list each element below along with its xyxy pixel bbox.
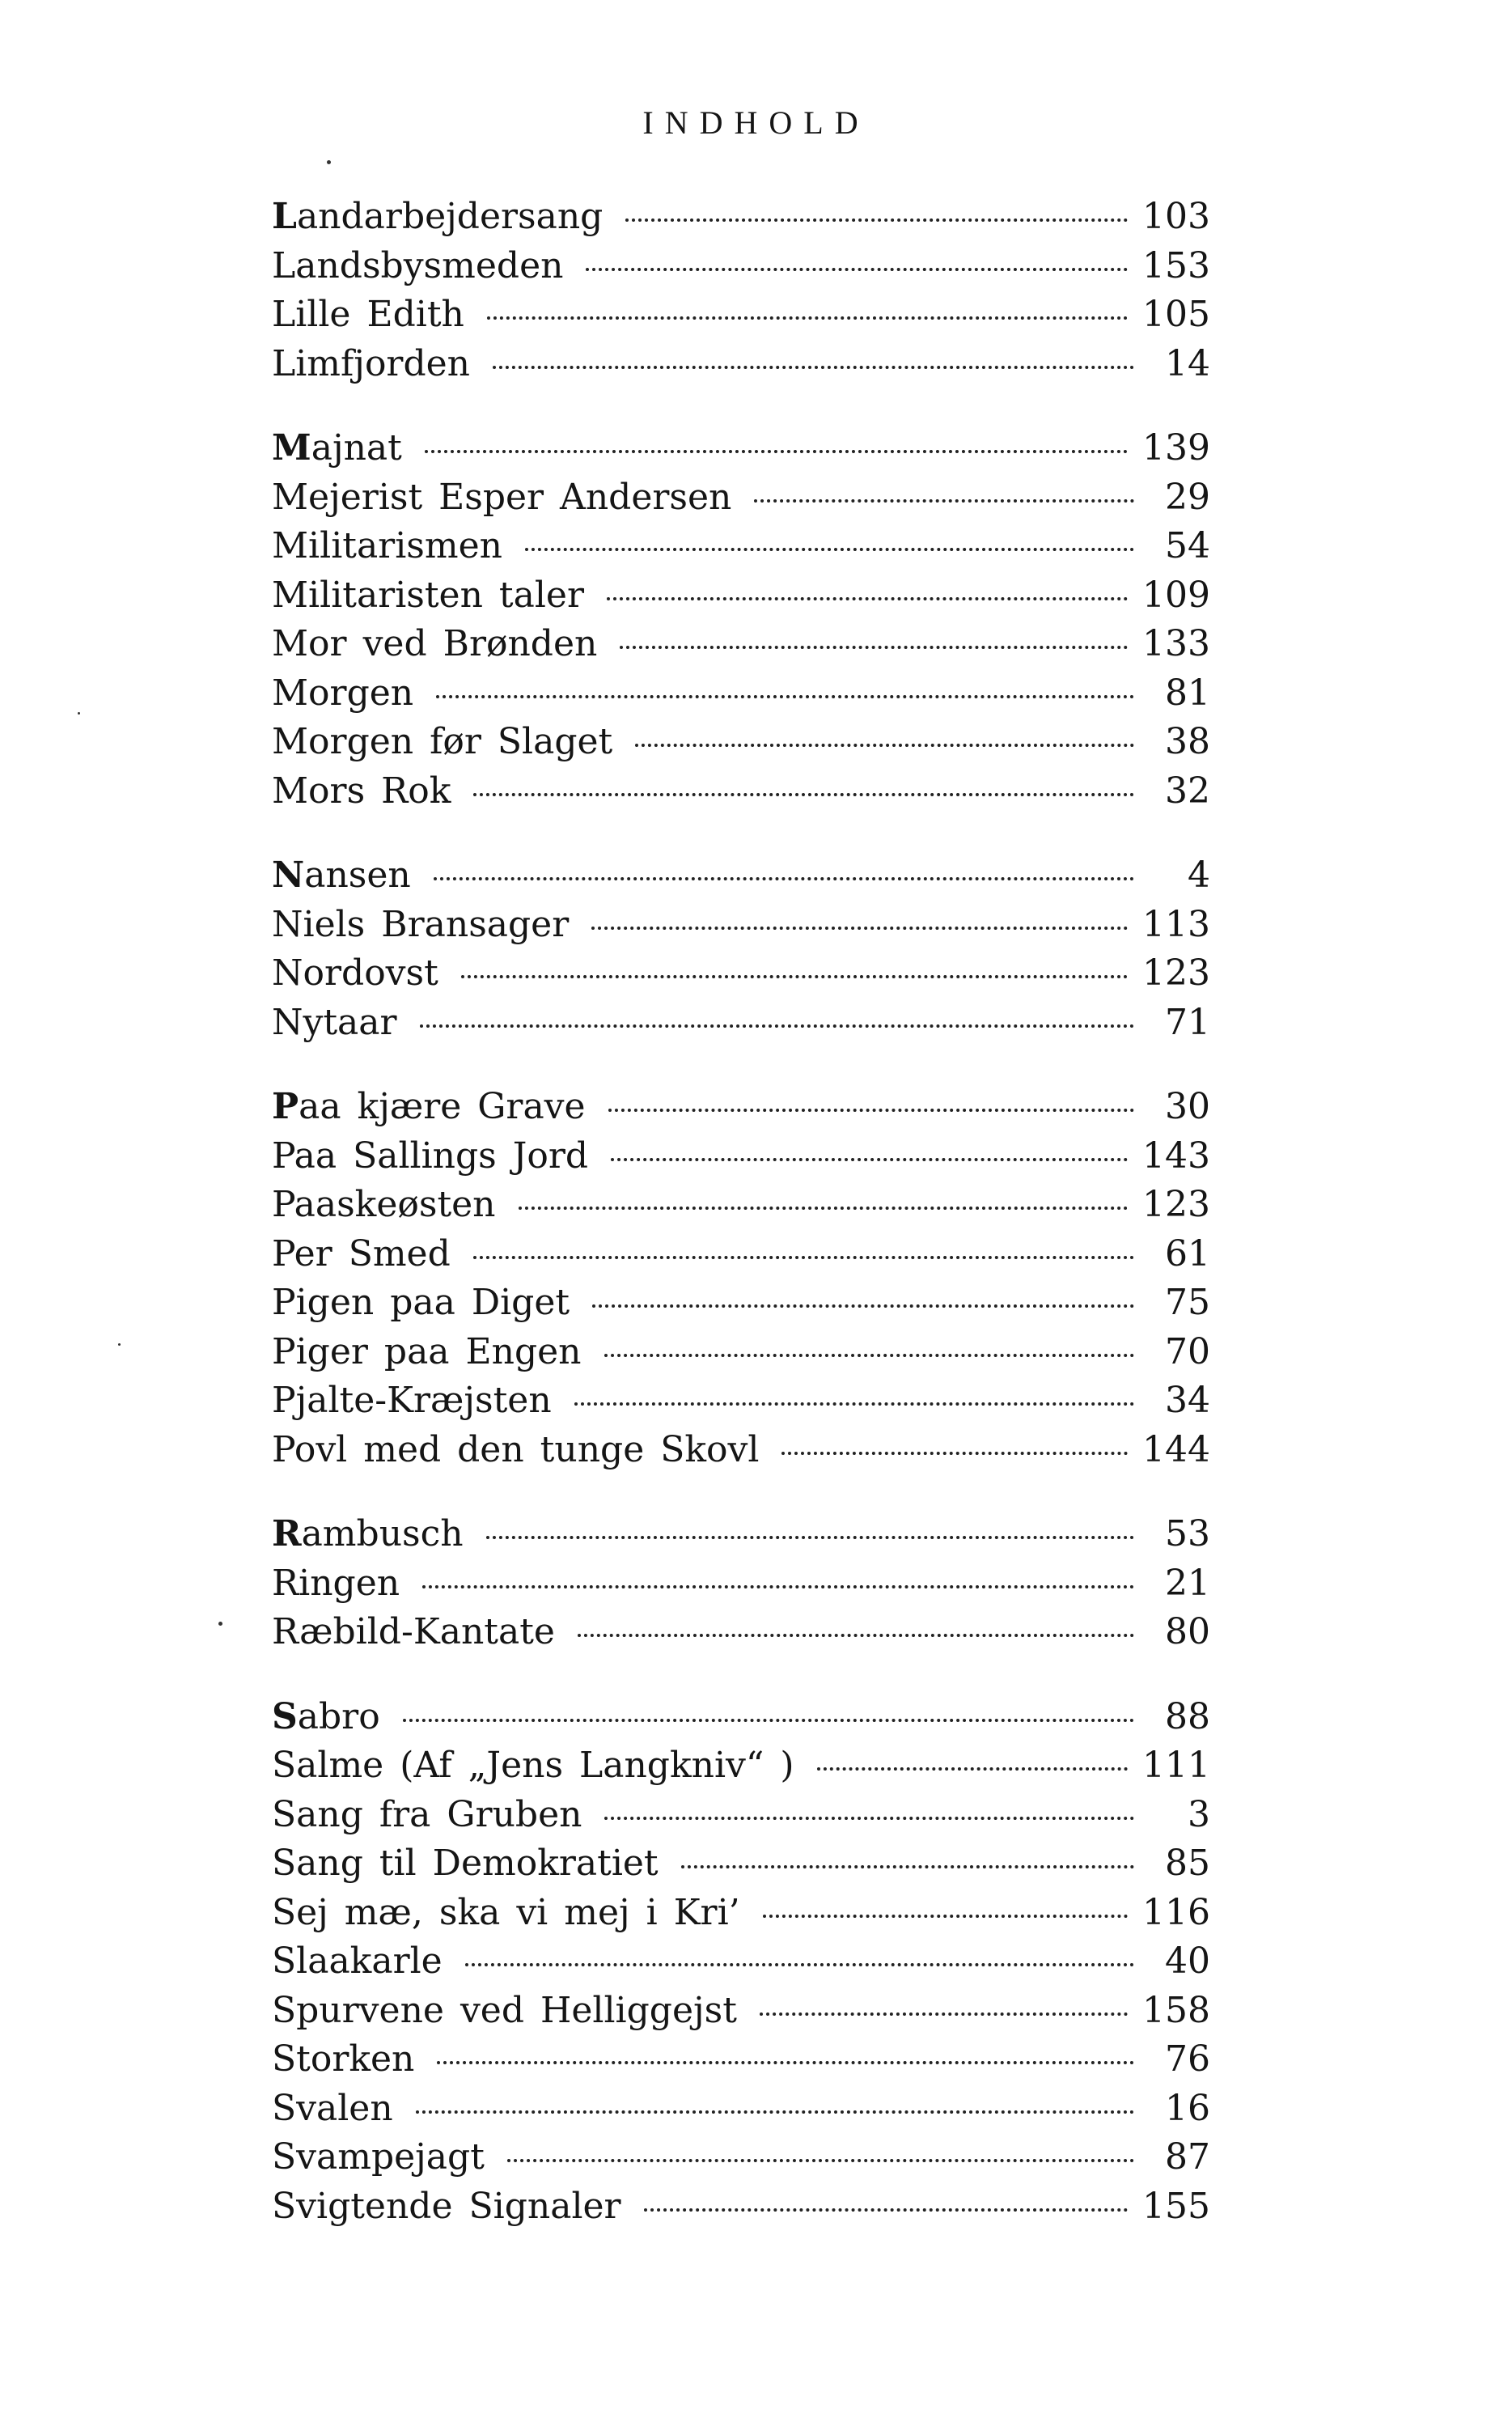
entry-title: Majnat — [272, 427, 402, 469]
entry-page-number: 109 — [1142, 574, 1210, 616]
dot-leader — [681, 1865, 1134, 1868]
entry-page-number: 87 — [1165, 2136, 1210, 2178]
dot-leader — [487, 316, 1128, 320]
entry-page-number: 70 — [1165, 1330, 1210, 1372]
entry-page-number: 32 — [1165, 770, 1210, 812]
entry-page-number: 38 — [1165, 721, 1210, 762]
entry-page-number: 111 — [1142, 1745, 1210, 1786]
dot-leader — [817, 1767, 1128, 1771]
entry-page-number: 139 — [1142, 427, 1210, 469]
toc-entry — [272, 424, 1210, 473]
dot-leader — [607, 597, 1128, 600]
entry-title: Nordovst — [272, 952, 438, 994]
toc-entry — [272, 1426, 1210, 1475]
entry-title: Landarbejdersang — [272, 196, 604, 237]
dot-leader — [608, 1109, 1134, 1112]
entry-title: Niels Bransager — [272, 903, 570, 945]
dot-leader — [604, 1817, 1134, 1820]
dot-leader — [493, 366, 1134, 369]
entry-title: Sabro — [272, 1695, 380, 1737]
entry-title: Piger paa Engen — [272, 1330, 582, 1372]
entry-page-number: 88 — [1165, 1695, 1210, 1737]
entry-page-number: 34 — [1165, 1380, 1210, 1421]
toc-section — [272, 1083, 1210, 1474]
entry-page-number: 85 — [1165, 1843, 1210, 1884]
toc-section — [272, 1510, 1210, 1657]
toc-entry — [272, 1132, 1210, 1181]
entry-page-number: 158 — [1142, 1989, 1210, 2031]
entry-title: Sang fra Gruben — [272, 1793, 582, 1835]
toc-entry — [272, 1741, 1210, 1791]
entry-title: Militarismen — [272, 525, 502, 566]
entry-title: Paaskeøsten — [272, 1184, 496, 1225]
toc-entry — [272, 901, 1210, 950]
entry-page-number: 53 — [1165, 1513, 1210, 1554]
entry-title: Pigen paa Diget — [272, 1282, 570, 1323]
entry-title: Svampejagt — [272, 2136, 485, 2178]
print-speck — [218, 1622, 222, 1626]
toc-section — [272, 1693, 1210, 2232]
entry-page-number: 113 — [1142, 903, 1210, 945]
entry-title: Per Smed — [272, 1232, 451, 1274]
entry-page-number: 105 — [1142, 294, 1210, 335]
entry-title: Pjalte-Kræjsten — [272, 1380, 552, 1421]
toc-section — [272, 424, 1210, 816]
toc-entry — [272, 1559, 1210, 1609]
toc-entry — [272, 1889, 1210, 1938]
entry-title: Nansen — [272, 855, 411, 896]
entry-title: Militaristen taler — [272, 574, 584, 616]
dot-leader — [754, 499, 1134, 503]
toc-entry — [272, 522, 1210, 571]
toc-entry — [272, 242, 1210, 291]
entry-page-number: 155 — [1142, 2185, 1210, 2227]
dot-leader — [465, 1963, 1134, 1966]
entry-title: Mejerist Esper Andersen — [272, 476, 732, 518]
toc-entry — [272, 1937, 1210, 1987]
toc-entry — [272, 767, 1210, 816]
entry-page-number: 3 — [1188, 1793, 1210, 1835]
toc-entry — [272, 718, 1210, 767]
entry-page-number: 143 — [1142, 1135, 1210, 1177]
entry-title: Storken — [272, 2038, 415, 2080]
entry-title: Ræbild-Kantate — [272, 1611, 555, 1652]
entry-title: Slaakarle — [272, 1940, 443, 1982]
toc-entry — [272, 999, 1210, 1048]
toc-entry — [272, 1328, 1210, 1377]
table-of-contents — [272, 193, 1210, 2267]
entry-page-number: 123 — [1142, 1184, 1210, 1225]
dot-leader — [578, 1634, 1134, 1637]
entry-title: Sej mæ, ska vi mej i Kri’ — [272, 1891, 740, 1933]
entry-title: Salme (Af „Jens Langkniv“ ) — [272, 1745, 794, 1786]
dot-leader — [420, 1024, 1134, 1028]
dot-leader — [436, 695, 1134, 698]
toc-entry — [272, 669, 1210, 719]
toc-entry — [272, 620, 1210, 669]
dot-leader — [473, 793, 1134, 796]
dot-leader — [486, 1536, 1134, 1539]
toc-entry — [272, 1608, 1210, 1657]
entry-page-number: 29 — [1165, 476, 1210, 518]
print-speck — [78, 712, 80, 715]
toc-entry — [272, 340, 1210, 389]
entry-page-number: 153 — [1142, 244, 1210, 286]
dot-leader — [422, 1585, 1134, 1588]
dot-leader — [591, 927, 1128, 930]
dot-leader — [625, 218, 1128, 222]
toc-section — [272, 851, 1210, 1047]
entry-title: Svalen — [272, 2087, 393, 2129]
entry-title: Morgen før Slaget — [272, 721, 613, 762]
entry-title: Landsbysmeden — [272, 244, 564, 286]
dot-leader — [760, 2012, 1128, 2016]
entry-title: Ringen — [272, 1562, 400, 1604]
entry-title: Svigtende Signaler — [272, 2185, 621, 2227]
entry-title: Morgen — [272, 672, 414, 714]
entry-page-number: 40 — [1165, 1940, 1210, 1982]
toc-entry — [272, 571, 1210, 621]
entry-page-number: 71 — [1165, 1001, 1210, 1043]
toc-entry — [272, 473, 1210, 523]
dot-leader — [604, 1354, 1134, 1357]
entry-page-number: 14 — [1165, 342, 1210, 384]
dot-leader — [403, 1719, 1134, 1722]
dot-leader — [635, 744, 1134, 747]
entry-page-number: 116 — [1142, 1891, 1210, 1933]
dot-leader — [507, 2159, 1134, 2162]
entry-page-number: 76 — [1165, 2038, 1210, 2080]
toc-entry — [272, 2035, 1210, 2085]
entry-page-number: 4 — [1188, 855, 1210, 896]
print-speck — [327, 160, 331, 164]
entry-page-number: 75 — [1165, 1282, 1210, 1323]
toc-entry — [272, 1376, 1210, 1426]
entry-page-number: 81 — [1165, 672, 1210, 714]
entry-title: Spurvene ved Helliggejst — [272, 1989, 737, 2031]
entry-title: Povl med den tunge Skovl — [272, 1428, 760, 1470]
entry-page-number: 133 — [1142, 623, 1210, 664]
toc-entry — [272, 2085, 1210, 2134]
entry-page-number: 103 — [1142, 196, 1210, 237]
entry-title: Paa kjære Grave — [272, 1086, 586, 1127]
toc-entry — [272, 1791, 1210, 1840]
entry-page-number: 123 — [1142, 952, 1210, 994]
dot-leader — [434, 877, 1134, 880]
entry-page-number: 144 — [1142, 1428, 1210, 1470]
toc-entry — [272, 291, 1210, 340]
dot-leader — [437, 2061, 1134, 2064]
entry-title: Rambusch — [272, 1513, 464, 1554]
toc-entry — [272, 949, 1210, 999]
dot-leader — [763, 1915, 1128, 1918]
dot-leader — [473, 1256, 1134, 1259]
entry-title: Sang til Demokratiet — [272, 1843, 659, 1884]
entry-page-number: 61 — [1165, 1232, 1210, 1274]
entry-page-number: 21 — [1165, 1562, 1210, 1604]
dot-leader — [416, 2110, 1134, 2114]
entry-title: Mor ved Brønden — [272, 623, 598, 664]
dot-leader — [620, 646, 1128, 649]
toc-entry — [272, 1693, 1210, 1742]
entry-page-number: 30 — [1165, 1086, 1210, 1127]
toc-entry — [272, 1230, 1210, 1279]
toc-entry — [272, 1987, 1210, 2036]
dot-leader — [519, 1207, 1129, 1210]
dot-leader — [644, 2208, 1128, 2212]
dot-leader — [574, 1402, 1134, 1406]
toc-entry — [272, 851, 1210, 901]
page-title: INDHOLD — [642, 104, 870, 141]
entry-page-number: 80 — [1165, 1611, 1210, 1652]
dot-leader — [586, 268, 1128, 271]
entry-title: Nytaar — [272, 1001, 397, 1043]
entry-title: Lille Edith — [272, 294, 464, 335]
toc-entry — [272, 1181, 1210, 1230]
dot-leader — [525, 548, 1134, 551]
dot-leader — [461, 975, 1128, 978]
dot-leader — [425, 450, 1128, 453]
entry-title: Limfjorden — [272, 342, 471, 384]
dot-leader — [611, 1158, 1128, 1161]
dot-leader — [592, 1304, 1134, 1308]
toc-entry — [272, 1279, 1210, 1328]
entry-page-number: 54 — [1165, 525, 1210, 566]
toc-entry — [272, 2133, 1210, 2182]
toc-entry — [272, 1839, 1210, 1889]
toc-entry — [272, 2182, 1210, 2232]
toc-section — [272, 193, 1210, 388]
entry-title: Paa Sallings Jord — [272, 1135, 589, 1177]
dot-leader — [781, 1452, 1128, 1455]
toc-entry — [272, 1510, 1210, 1559]
entry-title: Mors Rok — [272, 770, 451, 812]
entry-page-number: 16 — [1165, 2087, 1210, 2129]
print-speck — [118, 1343, 121, 1346]
toc-entry — [272, 1083, 1210, 1132]
toc-entry — [272, 193, 1210, 242]
